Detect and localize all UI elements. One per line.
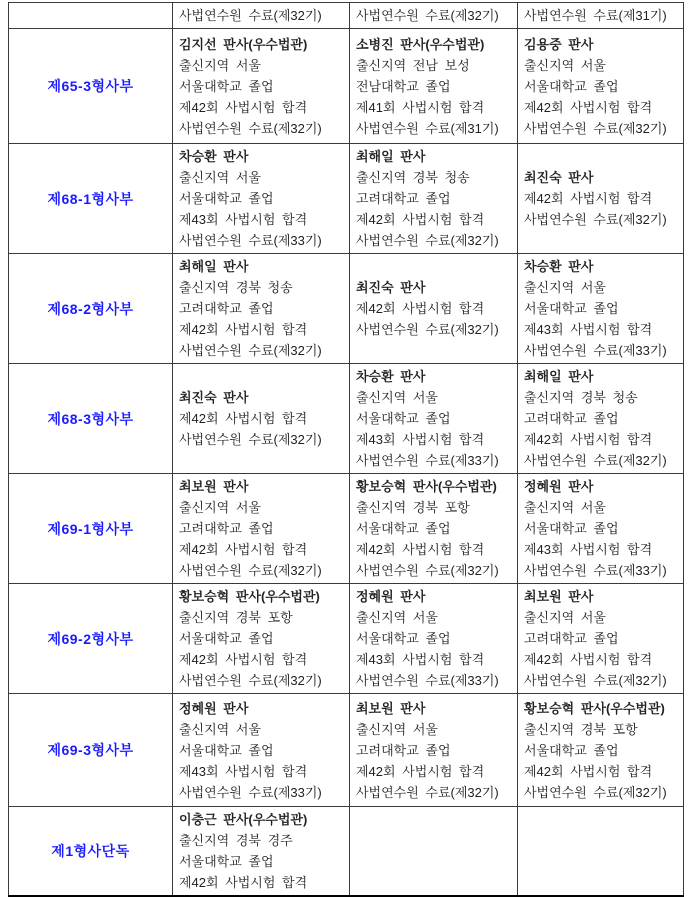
table-row [9,144,684,254]
table-row [9,364,684,474]
judge-detail: 사법연수원 수료(제32기) [356,233,499,248]
judge-cell [173,144,350,254]
judge-cell [518,807,684,897]
judge-detail: 사법연수원 수료(제32기) [524,212,667,227]
judge-detail: 고려대학교 졸업 [179,301,274,316]
judge-name: 최보원 판사 [524,589,594,604]
judge-cell [173,3,350,29]
judge-detail: 사법연수원 수료(제32기) [356,563,499,578]
judge-name: 차승환 판사 [179,149,249,164]
judge-name: 최해일 판사 [179,259,249,274]
judge-name: 이충근 판사(우수법관) [179,812,308,827]
judge-detail: 서울대학교 졸업 [356,411,451,426]
judge-cell [173,364,350,474]
judge-detail: 서울대학교 졸업 [524,301,619,316]
division-label: 제65-3형사부 [9,29,173,144]
judge-name: 최해일 판사 [524,369,594,384]
judge-name: 김용중 판사 [524,36,594,52]
judge-cell [518,29,684,144]
judge-detail: 사법연수원 수료(제32기) [356,784,499,800]
judge-detail: 사법연수원 수료(제32기) [179,120,322,136]
judge-cell [518,584,684,694]
judge-name: 최해일 판사 [356,149,426,164]
judge-cell [350,584,518,694]
judge-cell [173,694,350,807]
judge-detail: 사법연수원 수료(제32기) [524,453,667,468]
division-label: 제68-1형사부 [9,144,173,254]
judge-detail: 제42회 사법시험 합격 [356,301,485,316]
judge-name: 최보원 판사 [356,700,426,716]
division-label: 제69-3형사부 [9,694,173,807]
judge-name: 최진숙 판사 [179,390,249,405]
judge-detail: 출신지역 경북 포항 [356,500,470,515]
judge-detail: 서울대학교 졸업 [179,631,274,646]
judge-detail: 출신지역 서울 [356,390,438,405]
judge-detail: 사법연수원 수료(제32기) [524,673,667,688]
table-row [9,474,684,584]
judge-detail: 사법연수원 수료(제33기) [524,343,667,358]
table-row [9,584,684,694]
judge-detail: 제42회 사법시험 합격 [179,322,308,337]
division-label: 제69-1형사부 [9,474,173,584]
judge-detail: 사법연수원 수료(제32기) [356,8,499,23]
judge-cell [518,144,684,254]
judge-detail: 제41회 사법시험 합격 [356,99,485,115]
judge-cell [350,3,518,29]
judge-detail: 사법연수원 수료(제32기) [179,432,322,447]
judge-detail: 출신지역 서울 [356,610,438,625]
judge-detail: 사법연수원 수료(제33기) [524,563,667,578]
judge-detail: 제42회 사법시험 합격 [179,652,308,667]
judge-detail: 사법연수원 수료(제32기) [179,8,322,23]
judge-detail: 고려대학교 졸업 [524,411,619,426]
division-label: 제68-3형사부 [9,364,173,474]
judge-detail: 출신지역 경북 경주 [179,833,293,848]
table-row [9,694,684,807]
judge-cell [350,364,518,474]
judge-detail: 제42회 사법시험 합격 [179,99,308,115]
judge-name: 정혜원 판사 [179,700,249,716]
judge-detail: 출신지역 서울 [524,57,606,73]
judge-detail: 서울대학교 졸업 [356,521,451,536]
judge-detail: 전남대학교 졸업 [356,78,451,94]
judge-cell [173,584,350,694]
judge-detail: 출신지역 서울 [524,280,606,295]
judge-detail: 사법연수원 수료(제32기) [524,120,667,136]
judge-cell [350,29,518,144]
judge-name: 차승환 판사 [524,259,594,274]
judge-cell [518,474,684,584]
judge-detail: 제42회 사법시험 합격 [356,212,485,227]
judge-name: 황보승혁 판사(우수법관) [356,479,497,494]
judge-detail: 사법연수원 수료(제33기) [356,673,499,688]
judge-detail: 출신지역 경북 포항 [179,610,293,625]
judge-name: 정혜원 판사 [524,479,594,494]
division-label: 제68-2형사부 [9,254,173,364]
judge-detail: 서울대학교 졸업 [179,742,274,758]
judge-detail: 고려대학교 졸업 [524,631,619,646]
judge-detail: 제42회 사법시험 합격 [179,542,308,557]
judge-detail: 사법연수원 수료(제33기) [356,453,499,468]
judge-name: 차승환 판사 [356,369,426,384]
judge-cell [350,474,518,584]
judge-detail: 제43회 사법시험 합격 [179,212,308,227]
judge-detail: 출신지역 경북 청송 [524,390,638,405]
judge-name: 소병진 판사(우수법관) [356,36,485,52]
judge-cell [518,364,684,474]
judge-detail: 사법연수원 수료(제33기) [179,784,322,800]
judge-detail: 제42회 사법시험 합격 [524,763,653,779]
division-label: 제69-2형사부 [9,584,173,694]
judge-detail: 제42회 사법시험 합격 [524,191,653,206]
judge-cell [350,254,518,364]
judge-name: 김지선 판사(우수법관) [179,36,308,52]
judge-detail: 출신지역 서울 [179,170,261,185]
judge-cell [173,474,350,584]
judge-detail: 출신지역 서울 [524,500,606,515]
judge-detail: 제43회 사법시험 합격 [524,322,653,337]
judge-detail: 고려대학교 졸업 [356,742,451,758]
judge-detail: 사법연수원 수료(제31기) [524,8,667,23]
judge-detail: 출신지역 서울 [524,610,606,625]
judge-cell [350,144,518,254]
judge-detail: 서울대학교 졸업 [179,854,274,869]
judge-cell [173,29,350,144]
judge-detail: 출신지역 경북 청송 [179,280,293,295]
table-row [9,29,684,144]
judge-detail: 출신지역 경북 청송 [356,170,470,185]
judge-cell [350,807,518,897]
judge-name: 최보원 판사 [179,479,249,494]
judge-detail: 서울대학교 졸업 [524,521,619,536]
judge-name: 최진숙 판사 [524,170,594,185]
judge-name: 정혜원 판사 [356,589,426,604]
judge-detail: 제42회 사법시험 합격 [179,411,308,426]
table-row [9,807,684,897]
judge-detail: 제42회 사법시험 합격 [524,652,653,667]
judge-cell [518,694,684,807]
judge-detail: 출신지역 경북 포항 [524,721,638,737]
judge-name: 최진숙 판사 [356,280,426,295]
judge-name: 황보승혁 판사(우수법관) [524,700,665,716]
division-label: 제1형사단독 [9,807,173,897]
judge-detail: 제42회 사법시험 합격 [356,763,485,779]
judge-detail: 서울대학교 졸업 [179,191,274,206]
judge-detail: 서울대학교 졸업 [179,78,274,94]
judge-cell [518,254,684,364]
judge-cell [350,694,518,807]
judge-detail: 제43회 사법시험 합격 [179,763,308,779]
judge-detail: 제42회 사법시험 합격 [356,542,485,557]
judge-detail: 출신지역 서울 [179,500,261,515]
judge-detail: 출신지역 서울 [179,57,261,73]
judge-cell [173,254,350,364]
division-label [9,3,173,29]
judge-name: 황보승혁 판사(우수법관) [179,589,320,604]
judge-detail: 제42회 사법시험 합격 [524,432,653,447]
judge-detail: 서울대학교 졸업 [356,631,451,646]
judge-detail: 사법연수원 수료(제32기) [356,322,499,337]
judge-detail: 고려대학교 졸업 [356,191,451,206]
judge-detail: 제43회 사법시험 합격 [356,652,485,667]
judge-detail: 출신지역 서울 [179,721,261,737]
judge-detail: 출신지역 서울 [356,721,438,737]
judges-table [8,2,684,897]
judge-detail: 사법연수원 수료(제32기) [179,673,322,688]
judge-detail: 출신지역 전남 보성 [356,57,470,73]
judge-cell [518,3,684,29]
judge-detail: 제43회 사법시험 합격 [356,432,485,447]
judges-table-body [9,3,684,897]
judge-detail: 사법연수원 수료(제32기) [179,563,322,578]
judge-detail: 제42회 사법시험 합격 [179,875,308,890]
judge-detail: 제42회 사법시험 합격 [524,99,653,115]
table-row [9,3,684,29]
judge-detail: 사법연수원 수료(제32기) [179,343,322,358]
judge-detail: 고려대학교 졸업 [179,521,274,536]
judge-detail: 제43회 사법시험 합격 [524,542,653,557]
judge-detail: 사법연수원 수료(제31기) [356,120,499,136]
judge-detail: 사법연수원 수료(제33기) [179,233,322,248]
judge-detail: 서울대학교 졸업 [524,78,619,94]
table-row [9,254,684,364]
judge-detail: 서울대학교 졸업 [524,742,619,758]
judge-cell [173,807,350,897]
judge-detail: 사법연수원 수료(제32기) [524,784,667,800]
